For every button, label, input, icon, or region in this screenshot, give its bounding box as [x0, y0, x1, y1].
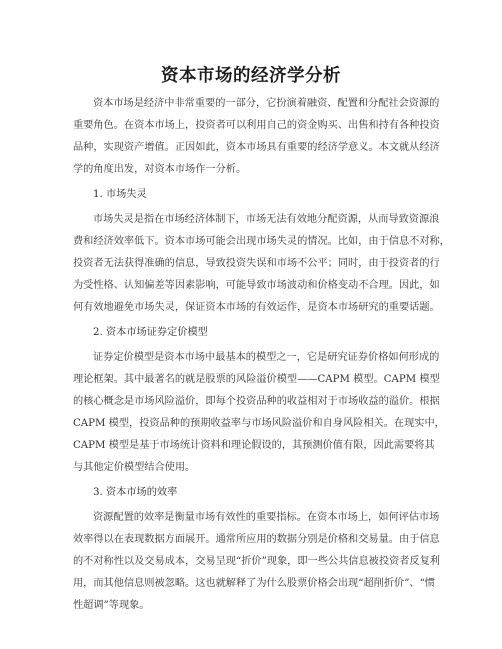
section-line: 的不对称性以及交易成本，交易呈现“折价”现象，即一些公共信息被投资者反复利	[73, 556, 440, 567]
section-line: 的核心概念是市场风险溢价，即每个投资品种的收益相对于市场收益的溢价。根据	[73, 396, 440, 407]
section-line: 何有效地避免市场失灵，保证资本市场的有效运作，是资本市场研究的重要话题。	[73, 302, 440, 313]
section-line: 证券定价模型是资本市场中最基本的模型之一，它是研究证券价格如何形成的	[93, 352, 440, 363]
section-line: CAPM 模型是基于市场统计资料和理论假设的，其预测价值有限，因此需要将其	[73, 440, 435, 451]
section-line: 性超调”等现象。	[73, 600, 150, 611]
section-line: 为受性格、认知偏差等因素影响，可能导致市场波动和价格变动不合理。因此，如	[73, 280, 440, 291]
section-line: 市场失灵是指在市场经济体制下，市场无法有效地分配资源，从而导致资源浪	[93, 214, 440, 225]
section-line: 用，而其他信息则被忽略。这也就解释了为什么股票价格会出现“超削折价”、“惯	[73, 578, 435, 589]
intro-line: 重要角色。在资本市场上，投资者可以利用自己的资金购买、出售和持有各种投资	[73, 120, 440, 131]
section-line: 费和经济效率低下。资本市场可能会出现市场失灵的情况。比如，由于信息不对称，	[73, 236, 450, 247]
section-heading-market-efficiency: 3. 资本市场的效率	[93, 487, 178, 498]
intro-line: 资本市场是经济中非常重要的一部分，它扮演着融资、配置和分配社会资源的	[93, 98, 440, 109]
section-heading-market-failure: 1. 市场失灵	[93, 189, 147, 200]
section-line: 投资者无法获得准确的信息，导致投资失误和市场不公平；同时，由于投资者的行	[73, 258, 440, 269]
section-line: 理论框架。其中最著名的就是股票的风险溢价模型——CAPM 模型。CAPM 模型	[73, 374, 440, 385]
document-title: 资本市场的经济学分析	[161, 66, 341, 86]
section-heading-pricing-model: 2. 资本市场证券定价模型	[93, 327, 208, 338]
intro-line: 学的角度出发，对资本市场作一分析。	[73, 164, 247, 175]
intro-line: 品种，实现资产增值。正因如此，资本市场具有重要的经济学意义。本文就从经济	[73, 142, 440, 153]
section-line: 效率得以在表现数据方面展开。通常所应用的数据分别是价格和交易量。由于信息	[73, 534, 440, 545]
section-line: 与其他定价模型结合使用。	[73, 462, 196, 473]
section-line: 资源配置的效率是衡量市场有效性的重要指标。在资本市场上，如何评估市场	[93, 512, 440, 523]
section-line: CAPM 模型，投资品种的预期收益率与市场风险溢价和自身风险相关。在现实中，	[73, 418, 445, 429]
